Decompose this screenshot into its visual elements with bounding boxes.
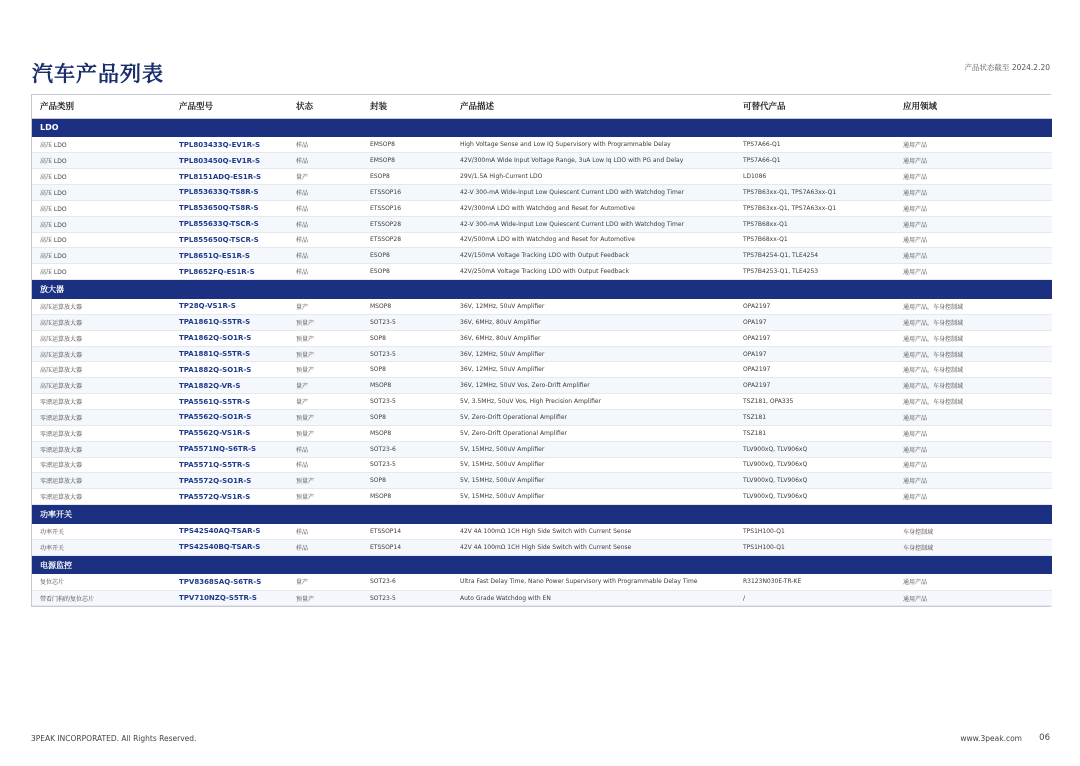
cell-status: 样品 (288, 524, 362, 540)
cell-description: 36V, 12MHz, 50uV Amplifier (452, 299, 735, 315)
table-row (32, 489, 1052, 505)
cell-part-number: TPL803433Q-EV1R-S (171, 137, 288, 153)
cell-package: SOT23-5 (362, 314, 452, 330)
cell-description: High Voltage Sense and Low IQ Supervisory with Programmable Delay (452, 137, 735, 153)
table-row (32, 232, 1052, 248)
cell-category: 高压 LDO (32, 169, 171, 185)
cell-category: 功率开关 (32, 524, 171, 540)
cell-application: 通用产品 (895, 185, 1052, 201)
table-row (32, 314, 1052, 330)
cell-alternatives: TPS7B63xx-Q1, TPS7A63xx-Q1 (735, 185, 895, 201)
cell-category: 高压 LDO (32, 216, 171, 232)
column-header-application: 应用领域 (895, 95, 1052, 118)
table-row (32, 539, 1052, 555)
cell-package: ETSSOP28 (362, 232, 452, 248)
cell-package: MSOP8 (362, 489, 452, 505)
cell-application: 通用产品 (895, 200, 1052, 216)
cell-package: SOP8 (362, 330, 452, 346)
cell-package: SOP8 (362, 410, 452, 426)
cell-application: 通用产品 (895, 457, 1052, 473)
cell-application: 通用产品 (895, 153, 1052, 169)
table-row (32, 410, 1052, 426)
cell-description: 5V, Zero-Drift Operational Amplifier (452, 425, 735, 441)
cell-category: 带看门狗的复位芯片 (32, 590, 171, 606)
cell-status: 样品 (288, 232, 362, 248)
cell-category: 高压运算放大器 (32, 378, 171, 394)
cell-category: 零漂运算放大器 (32, 410, 171, 426)
section-title: 电源监控 (32, 555, 1052, 574)
cell-description: Ultra Fast Delay Time, Nano Power Supervisory with Programmable Delay Time (452, 574, 735, 590)
cell-alternatives: TPS7B68xx-Q1 (735, 232, 895, 248)
cell-part-number: TPA5562Q-SO1R-S (171, 410, 288, 426)
section-title: LDO (32, 118, 1052, 137)
cell-application: 通用产品 (895, 248, 1052, 264)
table-row (32, 216, 1052, 232)
cell-category: 高压 LDO (32, 200, 171, 216)
cell-application: 通用产品 (895, 473, 1052, 489)
cell-application: 通用产品 (895, 264, 1052, 280)
cell-package: SOT23-5 (362, 346, 452, 362)
cell-part-number: TPV710NZQ-S5TR-S (171, 590, 288, 606)
cell-application: 通用产品 (895, 216, 1052, 232)
cell-alternatives: OPA2197 (735, 330, 895, 346)
cell-alternatives: OPA197 (735, 346, 895, 362)
cell-alternatives: TPS7B68xx-Q1 (735, 216, 895, 232)
cell-application: 通用产品 (895, 574, 1052, 590)
cell-description: Auto Grade Watchdog with EN (452, 590, 735, 606)
cell-description: 5V, Zero-Drift Operational Amplifier (452, 410, 735, 426)
cell-part-number: TPS42S40AQ-TSAR-S (171, 524, 288, 540)
cell-description: 29V/1.5A High-Current LDO (452, 169, 735, 185)
cell-description: 42-V 300-mA Wide-Input Low Quiescent Current LDO with Watchdog Timer (452, 185, 735, 201)
section-header-row (32, 555, 1052, 574)
cell-package: ESOP8 (362, 169, 452, 185)
cell-alternatives: R3123N030E-TR-KE (735, 574, 895, 590)
table-row (32, 248, 1052, 264)
cell-category: 高压运算放大器 (32, 330, 171, 346)
cell-description: 42V/500mA LDO with Watchdog and Reset for Automotive (452, 232, 735, 248)
column-header-category: 产品类别 (32, 95, 171, 118)
cell-application: 通用产品 (895, 441, 1052, 457)
cell-part-number: TPA5572Q-SO1R-S (171, 473, 288, 489)
cell-alternatives: TLV900xQ, TLV906xQ (735, 441, 895, 457)
status-date: 产品状态截至 2024.2.20 (964, 63, 1050, 72)
cell-category: 零漂运算放大器 (32, 425, 171, 441)
cell-status: 样品 (288, 153, 362, 169)
cell-part-number: TPA5571NQ-S6TR-S (171, 441, 288, 457)
table-row (32, 473, 1052, 489)
cell-part-number: TPS42S40BQ-TSAR-S (171, 539, 288, 555)
cell-category: 高压 LDO (32, 232, 171, 248)
cell-application: 通用产品 (895, 590, 1052, 606)
cell-category: 高压 LDO (32, 137, 171, 153)
section-header-row (32, 280, 1052, 299)
cell-application: 通用产品，车身控制域 (895, 314, 1052, 330)
cell-application: 通用产品，车身控制域 (895, 299, 1052, 315)
cell-alternatives: OPA2197 (735, 378, 895, 394)
table-row (32, 574, 1052, 590)
cell-alternatives: OPA2197 (735, 362, 895, 378)
cell-status: 样品 (288, 216, 362, 232)
table-row (32, 394, 1052, 410)
cell-part-number: TPL853650Q-TS8R-S (171, 200, 288, 216)
table-row (32, 378, 1052, 394)
cell-application: 通用产品 (895, 137, 1052, 153)
cell-part-number: TPL8651Q-ES1R-S (171, 248, 288, 264)
cell-status: 样品 (288, 539, 362, 555)
cell-status: 量产 (288, 299, 362, 315)
cell-status: 样品 (288, 137, 362, 153)
product-table (32, 95, 1052, 606)
cell-status: 预量产 (288, 473, 362, 489)
cell-part-number: TPL803450Q-EV1R-S (171, 153, 288, 169)
cell-status: 量产 (288, 574, 362, 590)
cell-part-number: TPA5572Q-VS1R-S (171, 489, 288, 505)
table-row (32, 441, 1052, 457)
cell-package: MSOP8 (362, 378, 452, 394)
table-row (32, 590, 1052, 606)
cell-status: 预量产 (288, 330, 362, 346)
column-header-description: 产品描述 (452, 95, 735, 118)
cell-package: SOT23-6 (362, 574, 452, 590)
cell-category: 高压运算放大器 (32, 362, 171, 378)
cell-part-number: TPV8368SAQ-S6TR-S (171, 574, 288, 590)
table-row (32, 425, 1052, 441)
cell-part-number: TPA1881Q-S5TR-S (171, 346, 288, 362)
cell-part-number: TPL855633Q-TSCR-S (171, 216, 288, 232)
cell-category: 零漂运算放大器 (32, 489, 171, 505)
cell-description: 36V, 6MHz, 80uV Amplifier (452, 330, 735, 346)
cell-application: 通用产品 (895, 232, 1052, 248)
cell-category: 高压运算放大器 (32, 346, 171, 362)
page-title: 汽车产品列表 (32, 62, 164, 86)
cell-category: 功率开关 (32, 539, 171, 555)
cell-alternatives: TPS7B4253-Q1, TLE4253 (735, 264, 895, 280)
table-row (32, 153, 1052, 169)
cell-description: 42-V 300-mA Wide-Input Low Quiescent Current LDO with Watchdog Timer (452, 216, 735, 232)
cell-part-number: TPL855650Q-TSCR-S (171, 232, 288, 248)
cell-alternatives: TPS7A66-Q1 (735, 153, 895, 169)
cell-package: ESOP8 (362, 248, 452, 264)
cell-part-number: TPA5561Q-S5TR-S (171, 394, 288, 410)
cell-package: SOP8 (362, 473, 452, 489)
cell-part-number: TPA1882Q-SO1R-S (171, 362, 288, 378)
cell-category: 零漂运算放大器 (32, 394, 171, 410)
table-row (32, 330, 1052, 346)
cell-status: 预量产 (288, 590, 362, 606)
cell-package: ESOP8 (362, 264, 452, 280)
cell-part-number: TPL8151ADQ-ES1R-S (171, 169, 288, 185)
cell-package: ETSSOP16 (362, 200, 452, 216)
cell-package: SOT23-6 (362, 441, 452, 457)
column-header-part-number: 产品型号 (171, 95, 288, 118)
cell-category: 零漂运算放大器 (32, 457, 171, 473)
cell-part-number: TPA1862Q-SO1R-S (171, 330, 288, 346)
cell-description: 36V, 12MHz, 50uV Amplifier (452, 362, 735, 378)
table-row (32, 264, 1052, 280)
cell-application: 通用产品，车身控制域 (895, 394, 1052, 410)
cell-status: 量产 (288, 169, 362, 185)
section-title: 放大器 (32, 280, 1052, 299)
table-row (32, 200, 1052, 216)
cell-package: SOT23-5 (362, 457, 452, 473)
cell-status: 预量产 (288, 410, 362, 426)
cell-description: 5V, 15MHz, 500uV Amplifier (452, 441, 735, 457)
cell-description: 42V/300mA Wide Input Voltage Range, 3uA Low Iq LDO with PG and Delay (452, 153, 735, 169)
cell-category: 复位芯片 (32, 574, 171, 590)
cell-description: 5V, 15MHz, 500uV Amplifier (452, 489, 735, 505)
cell-package: EMSOP8 (362, 153, 452, 169)
section-header-row (32, 118, 1052, 137)
cell-category: 高压 LDO (32, 185, 171, 201)
cell-status: 预量产 (288, 314, 362, 330)
cell-part-number: TP28Q-VS1R-S (171, 299, 288, 315)
cell-package: ETSSOP14 (362, 539, 452, 555)
table-header-row (32, 95, 1052, 118)
cell-application: 通用产品 (895, 410, 1052, 426)
table-row (32, 524, 1052, 540)
cell-alternatives: TPS7B4254-Q1, TLE4254 (735, 248, 895, 264)
cell-status: 预量产 (288, 346, 362, 362)
table-row (32, 137, 1052, 153)
cell-category: 高压 LDO (32, 153, 171, 169)
cell-status: 量产 (288, 394, 362, 410)
cell-description: 42V/150mA Voltage Tracking LDO with Output Feedback (452, 248, 735, 264)
cell-category: 高压运算放大器 (32, 314, 171, 330)
cell-status: 预量产 (288, 489, 362, 505)
cell-description: 36V, 12MHz, 50uV Vos, Zero-Drift Amplifier (452, 378, 735, 394)
cell-application: 通用产品，车身控制域 (895, 330, 1052, 346)
cell-part-number: TPL853633Q-TS8R-S (171, 185, 288, 201)
cell-status: 样品 (288, 264, 362, 280)
cell-part-number: TPA5571Q-S5TR-S (171, 457, 288, 473)
cell-alternatives: TPS1H100-Q1 (735, 524, 895, 540)
cell-alternatives: / (735, 590, 895, 606)
cell-application: 通用产品，车身控制域 (895, 378, 1052, 394)
cell-description: 42V/250mA Voltage Tracking LDO with Output Feedback (452, 264, 735, 280)
cell-description: 5V, 3.5MHz, 50uV Vos, High Precision Amplifier (452, 394, 735, 410)
cell-alternatives: TSZ181, OPA335 (735, 394, 895, 410)
table-body (32, 118, 1052, 606)
table-row (32, 362, 1052, 378)
cell-description: 36V, 6MHz, 80uV Amplifier (452, 314, 735, 330)
cell-status: 量产 (288, 378, 362, 394)
cell-description: 42V/300mA LDO with Watchdog and Reset for Automotive (452, 200, 735, 216)
cell-category: 零漂运算放大器 (32, 473, 171, 489)
cell-status: 样品 (288, 200, 362, 216)
table-row (32, 185, 1052, 201)
section-title: 功率开关 (32, 505, 1052, 524)
cell-alternatives: LD1086 (735, 169, 895, 185)
cell-application: 通用产品 (895, 169, 1052, 185)
cell-application: 通用产品，车身控制域 (895, 346, 1052, 362)
cell-package: MSOP8 (362, 425, 452, 441)
footer-copyright: 3PEAK INCORPORATED. All Rights Reserved. (31, 734, 197, 743)
cell-package: SOT23-5 (362, 590, 452, 606)
section-header-row (32, 505, 1052, 524)
cell-application: 车身控制域 (895, 539, 1052, 555)
cell-application: 通用产品 (895, 489, 1052, 505)
cell-category: 高压 LDO (32, 264, 171, 280)
page-number: 06 (1039, 733, 1050, 743)
table-row (32, 169, 1052, 185)
cell-application: 通用产品 (895, 425, 1052, 441)
cell-package: ETSSOP14 (362, 524, 452, 540)
footer-website-link[interactable]: www.3peak.com (960, 734, 1022, 743)
cell-alternatives: TLV900xQ, TLV906xQ (735, 473, 895, 489)
cell-package: SOP8 (362, 362, 452, 378)
cell-status: 预量产 (288, 425, 362, 441)
cell-alternatives: TLV900xQ, TLV906xQ (735, 457, 895, 473)
cell-status: 样品 (288, 248, 362, 264)
cell-part-number: TPA5562Q-VS1R-S (171, 425, 288, 441)
cell-description: 5V, 15MHz, 500uV Amplifier (452, 473, 735, 489)
cell-description: 42V 4A 100mΩ 1CH High Side Switch with Current Sense (452, 524, 735, 540)
cell-package: ETSSOP16 (362, 185, 452, 201)
cell-category: 零漂运算放大器 (32, 441, 171, 457)
cell-alternatives: TPS7B63xx-Q1, TPS7A63xx-Q1 (735, 200, 895, 216)
cell-alternatives: TSZ181 (735, 425, 895, 441)
cell-category: 高压 LDO (32, 248, 171, 264)
cell-package: EMSOP8 (362, 137, 452, 153)
cell-alternatives: OPA2197 (735, 299, 895, 315)
cell-part-number: TPA1882Q-VR-S (171, 378, 288, 394)
cell-description: 42V 4A 100mΩ 1CH High Side Switch with Current Sense (452, 539, 735, 555)
cell-alternatives: TPS7A66-Q1 (735, 137, 895, 153)
cell-status: 预量产 (288, 362, 362, 378)
cell-application: 通用产品，车身控制域 (895, 362, 1052, 378)
cell-status: 样品 (288, 185, 362, 201)
table-row (32, 299, 1052, 315)
cell-category: 高压运算放大器 (32, 299, 171, 315)
cell-status: 样品 (288, 441, 362, 457)
cell-application: 车身控制域 (895, 524, 1052, 540)
cell-alternatives: TPS1H100-Q1 (735, 539, 895, 555)
cell-package: MSOP8 (362, 299, 452, 315)
cell-part-number: TPL8652FQ-ES1R-S (171, 264, 288, 280)
table-row (32, 457, 1052, 473)
cell-status: 样品 (288, 457, 362, 473)
cell-package: ETSSOP28 (362, 216, 452, 232)
cell-description: 36V, 12MHz, 50uV Amplifier (452, 346, 735, 362)
column-header-package: 封装 (362, 95, 452, 118)
product-table-container (31, 94, 1051, 607)
cell-package: SOT23-5 (362, 394, 452, 410)
column-header-alternatives: 可替代产品 (735, 95, 895, 118)
cell-alternatives: TSZ181 (735, 410, 895, 426)
cell-description: 5V, 15MHz, 500uV Amplifier (452, 457, 735, 473)
column-header-status: 状态 (288, 95, 362, 118)
table-row (32, 346, 1052, 362)
cell-alternatives: OPA197 (735, 314, 895, 330)
cell-alternatives: TLV900xQ, TLV906xQ (735, 489, 895, 505)
cell-part-number: TPA1861Q-S5TR-S (171, 314, 288, 330)
